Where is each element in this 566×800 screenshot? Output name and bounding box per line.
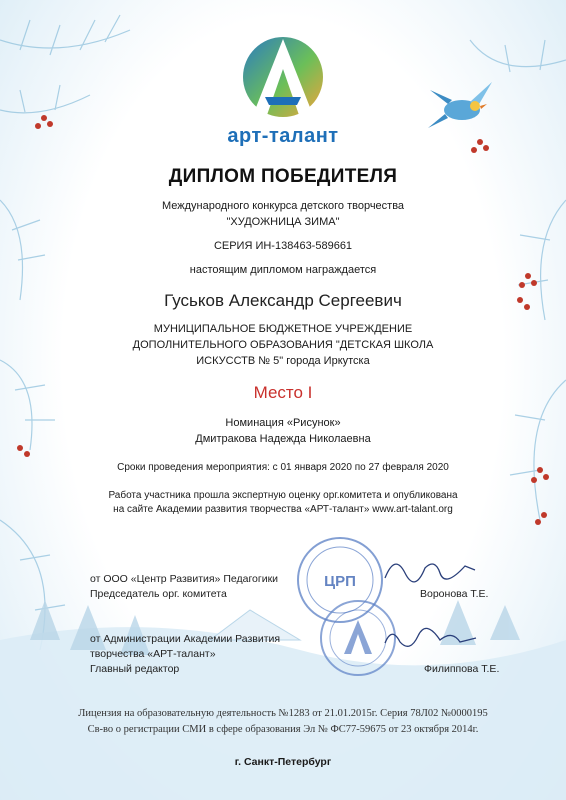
org2-signer-name: Филиппова Т.Е.: [424, 663, 500, 675]
brand-name: арт-талант: [227, 125, 339, 147]
review-line-2: на сайте Академии развития творчества «АРТ-талант» www.art-talant.org: [113, 504, 453, 515]
signature-voronova: [380, 548, 480, 588]
institution-line-1: МУНИЦИПАЛЬНОЕ БЮДЖЕТНОЕ УЧРЕЖДЕНИЕ: [153, 323, 413, 335]
license-line-1: Лицензия на образовательную деятельность №1283 от 21.01.2015г. Серия 78Л02 №0000195: [78, 708, 488, 719]
institution-line-2: ДОПОЛНИТЕЛЬНОГО ОБРАЗОВАНИЯ "ДЕТСКАЯ ШКОЛА: [132, 339, 434, 351]
event-dates: Сроки проведения мероприятия: с 01 января 2020 по 27 февраля 2020: [117, 462, 449, 473]
org2-line-3: Главный редактор: [90, 663, 180, 675]
stamp-center-text: ЦРП: [324, 573, 356, 590]
teacher-name: Дмитракова Надежда Николаевна: [195, 433, 371, 445]
contest-line-2: "ХУДОЖНИЦА ЗИМА": [226, 216, 340, 228]
institution-line-3: ИСКУССТВ № 5" города Иркутска: [196, 355, 370, 367]
bird-icon: [428, 82, 492, 128]
nomination: Номинация «Рисунок»: [225, 417, 341, 429]
series-number: СЕРИЯ ИН-138463-589661: [213, 240, 353, 252]
contest-line-1: Международного конкурса детского творчества: [161, 200, 405, 212]
diploma-title: ДИПЛОМ ПОБЕДИТЕЛЯ: [168, 166, 398, 187]
city: г. Санкт-Петербург: [234, 756, 332, 768]
license-line-2: Св-во о регистрации СМИ в сфере образования Эл № ФС77-59675 от 23 октября 2014г.: [87, 724, 479, 735]
org1-line-2: Председатель орг. комитета: [90, 588, 227, 600]
signature-filippova: [380, 618, 480, 658]
org1-signer-name: Воронова Т.Е.: [420, 588, 489, 600]
place-label: Место I: [253, 383, 313, 402]
org2-line-1: от Администрации Академии Развития: [90, 633, 281, 645]
art-talant-logo: [235, 25, 331, 125]
recipient-name: Гуськов Александр Сергеевич: [164, 291, 402, 310]
review-line-1: Работа участника прошла экспертную оценку орг.комитета и опубликована: [108, 490, 458, 501]
org2-line-2: творчества «АРТ-талант»: [90, 648, 216, 660]
org1-line-1: от ООО «Центр Развития» Педагогики: [90, 573, 279, 585]
awarded-text: настоящим дипломом награждается: [189, 264, 377, 276]
